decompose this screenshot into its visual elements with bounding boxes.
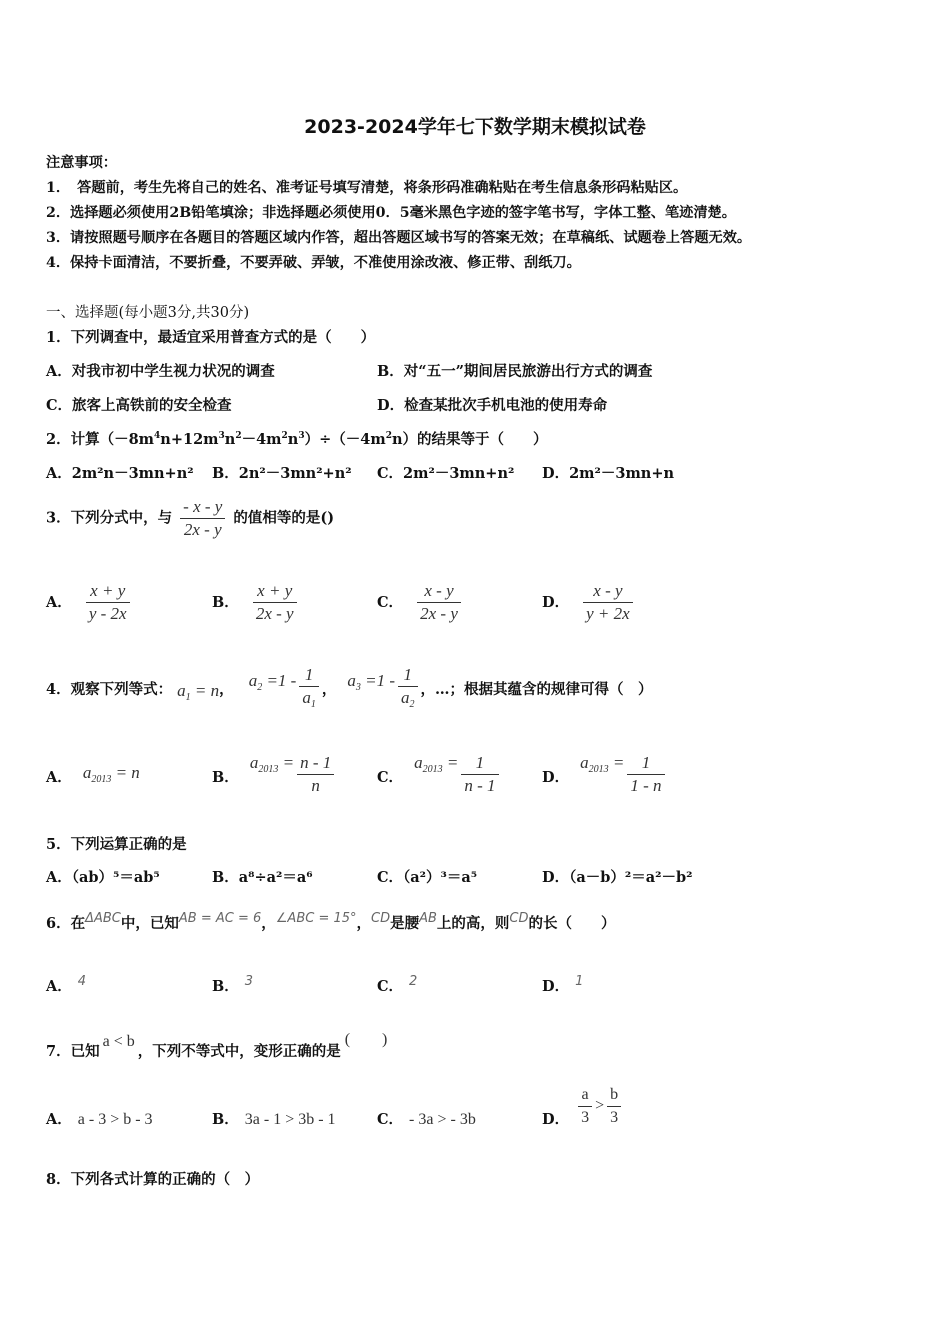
q5-option-b: B．a⁸÷a²＝a⁶ (212, 869, 313, 886)
q2-option-b: B．2n²－3mn²+n² (212, 465, 352, 482)
notice-heading: 注意事项： (46, 155, 117, 171)
q4-eq2: $a_2 =1$ - $\frac{1}{a_1}$ (249, 679, 322, 698)
q8-stem: 8．下列各式计算的正确的（ ） (46, 1171, 260, 1188)
q5-option-a: A．（ab）⁵＝ab⁵ (46, 869, 160, 886)
q3-stem (46, 496, 334, 541)
q1-option-c: C．旅客上高铁前的安全检查 (46, 397, 232, 414)
q4-option-a: A． $a_{2013} = n$ (46, 763, 140, 786)
q7-option-c: C． - 3a > - 3b (377, 1111, 476, 1128)
q1-option-a: A．对我市初中学生视力状况的调查 (46, 363, 275, 380)
notice-item-3: 3．请按照题号顺序在各题目的答题区域内作答，超出答题区域书写的答案无效；在草稿纸、试题卷上答题无效。 (46, 230, 752, 246)
q4-stem: 4．观察下列等式： $a_1 = n$， $a_2 =1$ - $\frac{1}{a_1}$ ， $a_3 =1$ - $\frac{1}{a_2}$ ，…；根据其蕴含的规律可得（ ） (46, 665, 653, 710)
q1-stem: 1．下列调查中，最适宜采用普查方式的是（ ） (46, 329, 376, 346)
q6-option-b: B． 3 (212, 974, 254, 995)
q7-paren: ( ) (344, 1031, 388, 1048)
q3-option-b: B． $\frac{x + y}{2x - y}$ (212, 580, 300, 625)
q2-stem: 2．计算$(-8m^4n+12m^3n^2-4m^2n^3)\div(-4m^2n)$的结果等于（ ） (46, 431, 548, 448)
q3-stem-start: 3．下列分式中，与 (46, 509, 173, 527)
q5-option-d: D．（a－b）²＝a²－b² (542, 869, 693, 886)
q2-stem-end: ）的结果等于（ ） (402, 431, 548, 448)
notice-item-1: 1． 答题前，考生先将自己的姓名、准考证号填写清楚，将条形码准确粘贴在考生信息条形码粘贴区。 (46, 180, 688, 196)
q4-stem-start: 4．观察下列等式： (46, 680, 173, 698)
q1-option-d: D．检查某批次手机电池的使用寿命 (377, 397, 608, 414)
q6-stem: 6．在ΔABC中，已知AB = AC = 6，∠ABC = 15°，CD是腰AB上的高，则CD的长（ ） (46, 911, 616, 932)
q6-option-a: A． 4 (46, 974, 87, 995)
q2-option-d: D．2m²－3mn+n (542, 465, 675, 482)
notice-item-4: 4．保持卡面清洁，不要折叠，不要弄破、弄皱，不准使用涂改液、修正带、刮纸刀。 (46, 255, 581, 271)
q4-eq3: $a_3 =1$ - $\frac{1}{a_2}$ (347, 679, 420, 698)
q4-eq1: $a_1 = n$ (177, 680, 220, 703)
q4-option-b: B． $a_{2013}$ = $\frac{n - 1}{n}$ (212, 752, 337, 797)
q4-option-c: C． $a_{2013}$ = $\frac{1}{n - 1}$ (377, 752, 502, 797)
q2-option-a: A．2m²n－3mn+n² (46, 465, 194, 482)
q2-stem-start: 2．计算（－8m (46, 431, 155, 448)
q5-stem: 5．下列运算正确的是 (46, 836, 187, 853)
q7-option-d: D． $\frac{a}{3}$ > $\frac{b}{3}$ (542, 1084, 624, 1129)
q3-option-a: A． $\frac{x + y}{y - 2x}$ (46, 580, 133, 625)
q3-stem-end: 的值相等的是() (233, 509, 335, 527)
q7-condition: a < b (102, 1033, 135, 1050)
q4-option-d: D． $a_{2013}$ = $\frac{1}{1 - n}$ (542, 752, 668, 797)
q1-option-b: B．对“五一”期间居民旅游出行方式的调查 (377, 363, 653, 380)
q4-stem-end: ，…；根据其蕴含的规律可得（ ） (420, 680, 653, 698)
q7-stem: 7．已知a < b，下列不等式中，变形正确的是( ) (46, 1031, 388, 1060)
section-heading: 一、选择题(每小题3分,共30分) (46, 305, 250, 321)
page-title: 2023-2024学年七下数学期末模拟试卷 (304, 116, 646, 138)
q7-option-a: A． a - 3 > b - 3 (46, 1111, 153, 1128)
q3-option-c: C． $\frac{x - y}{2x - y}$ (377, 580, 464, 625)
q3-option-d: D． $\frac{x - y}{y + 2x}$ (542, 580, 636, 625)
q5-option-c: C．（a²）³＝a⁵ (377, 869, 478, 886)
q6-option-c: C． 2 (377, 974, 418, 995)
q2-option-c: C．2m²－3mn+n² (377, 465, 515, 482)
notice-item-2: 2．选择题必须使用2B铅笔填涂；非选择题必须使用0．5毫米黑色字迹的签字笔书写，字体工整、笔迹清楚。 (46, 205, 736, 221)
q7-option-b: B． 3a - 1 > 3b - 1 (212, 1111, 336, 1128)
q3-stem-fraction: $\frac{- x - y}{2x - y}$ (180, 496, 225, 541)
q6-option-d: D． 1 (542, 974, 584, 995)
